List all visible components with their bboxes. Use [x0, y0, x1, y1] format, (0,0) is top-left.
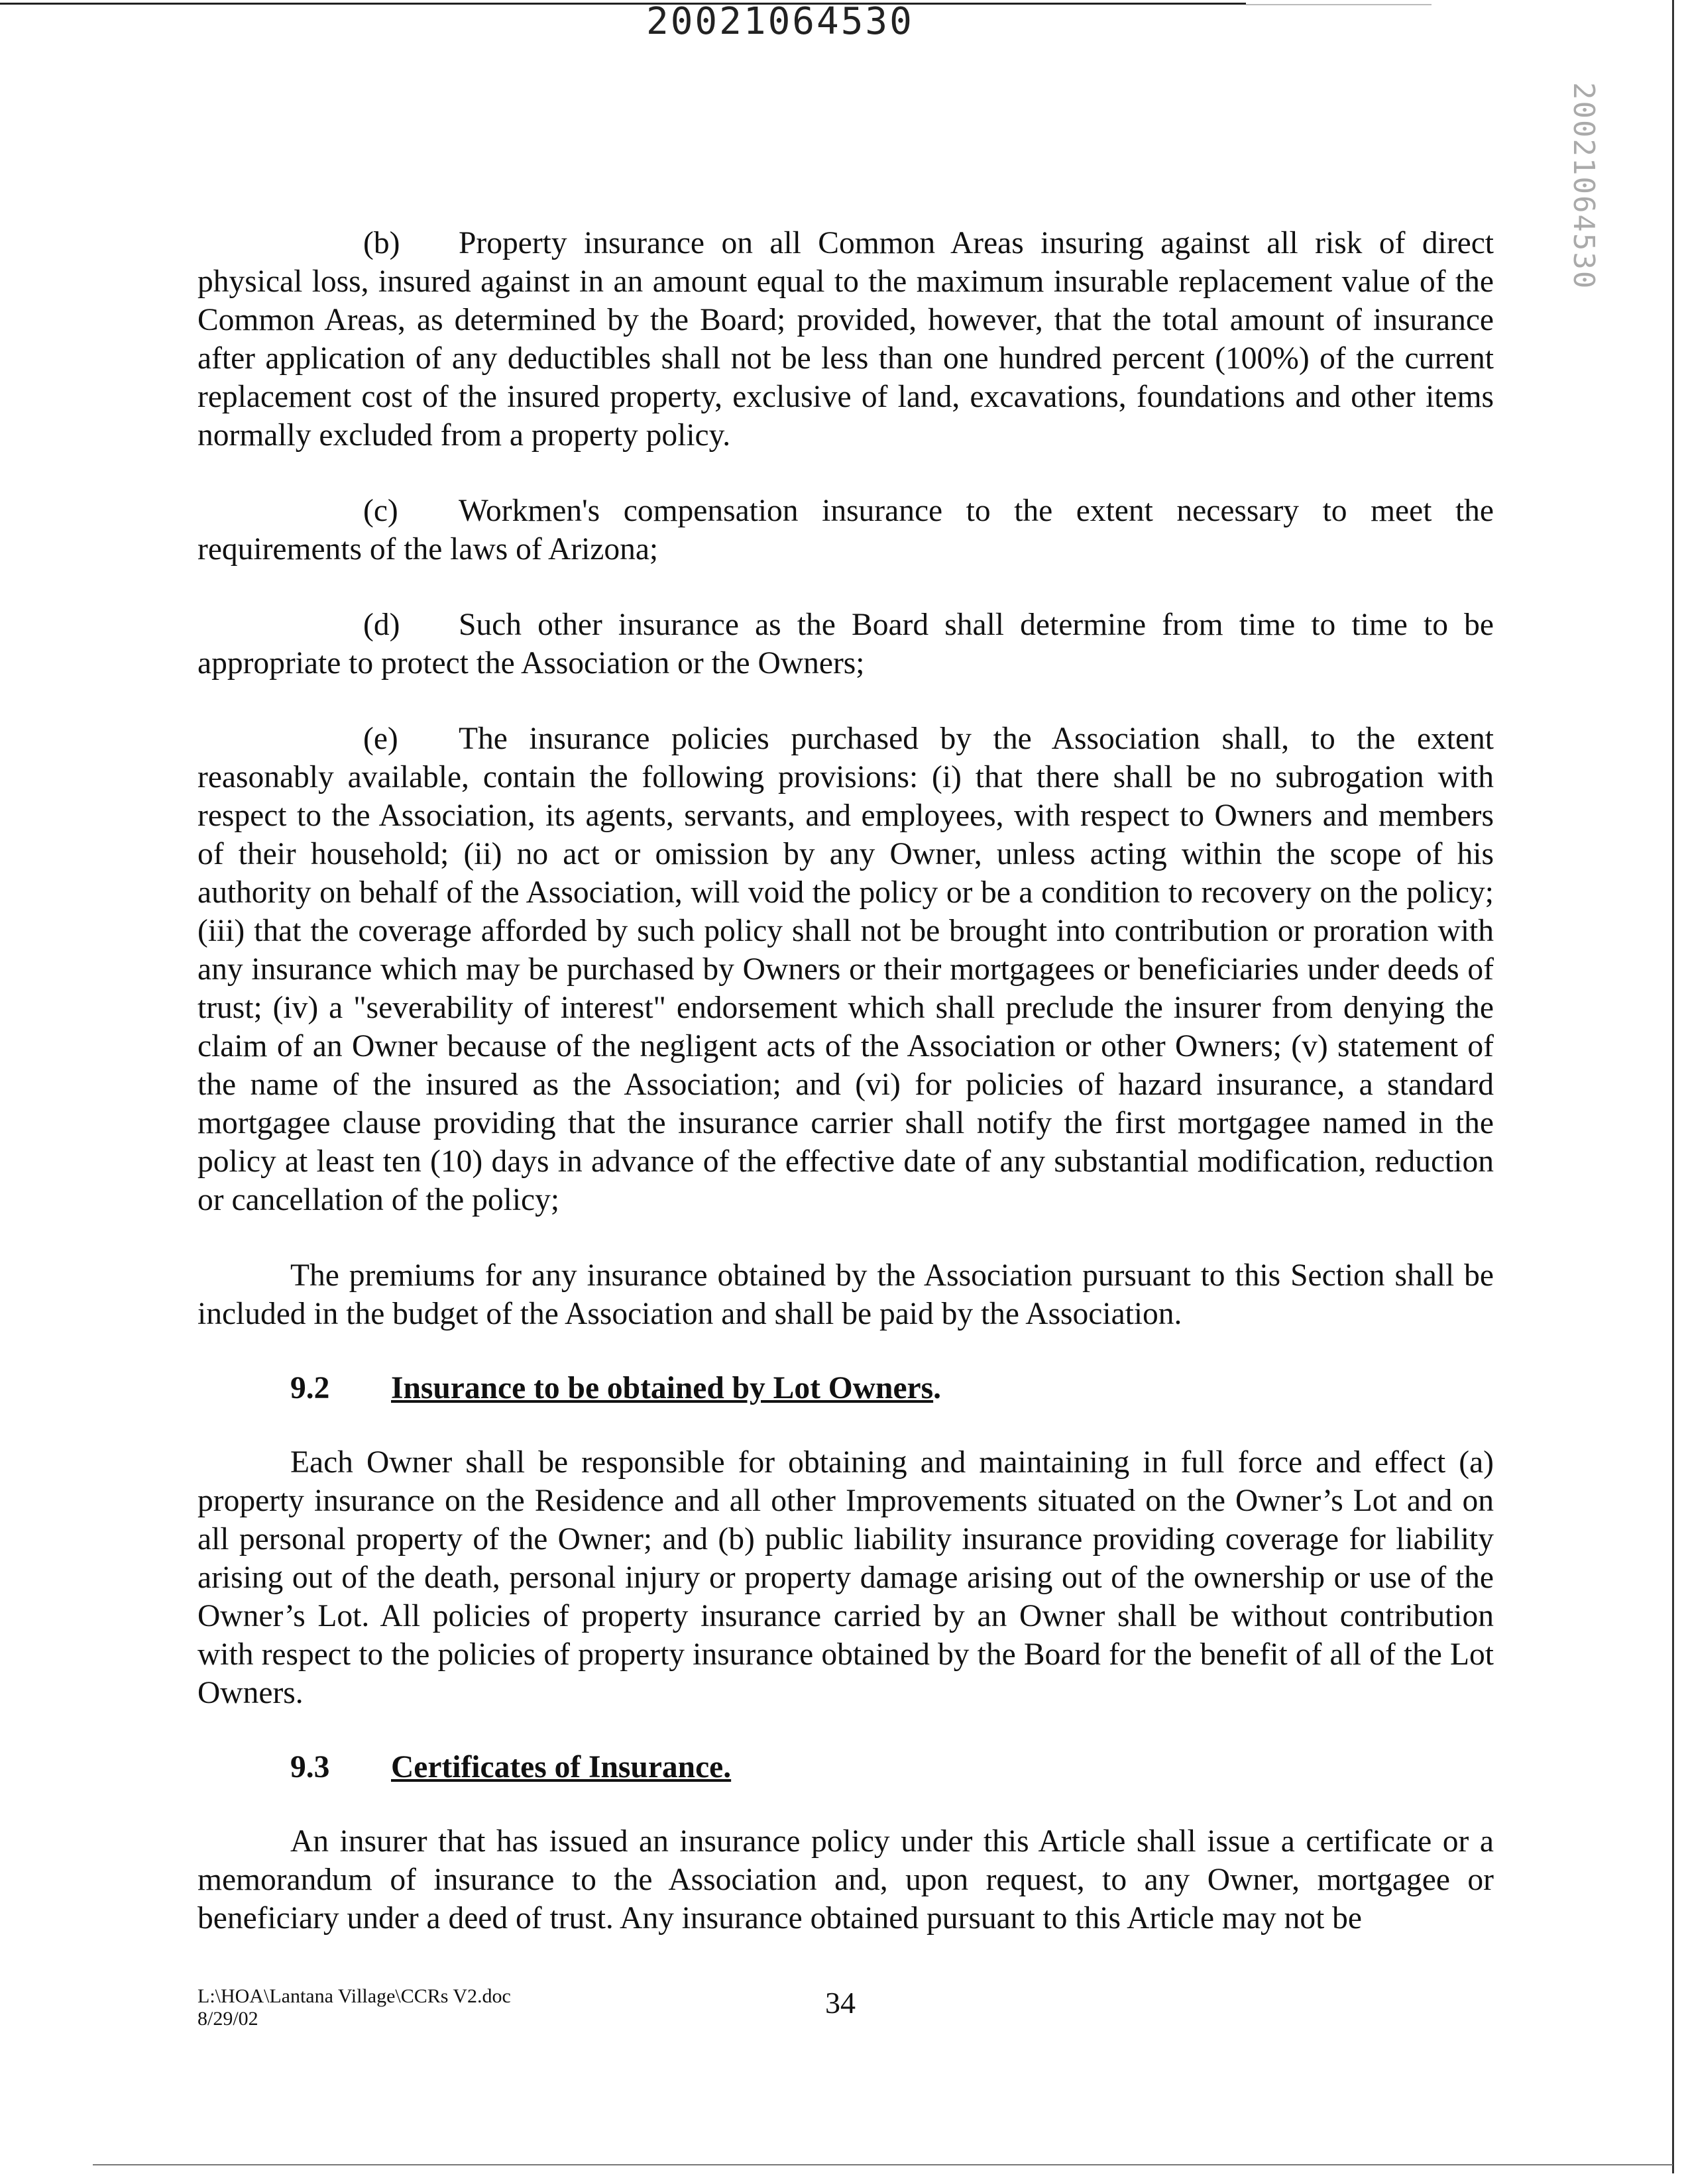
section-title: Certificates of Insurance.	[391, 1750, 732, 1784]
section-heading-9-3	[197, 1748, 1494, 1786]
top-rule-faint	[1246, 4, 1432, 5]
top-rule	[0, 3, 1246, 5]
paragraph-b	[197, 224, 1494, 455]
item-text-c: Workmen's compensation insurance to the extent necessary to meet the requirements of the laws of Arizona;	[197, 494, 1494, 567]
item-text-d: Such other insurance as the Board shall determine from time to time to be appropriate to protect the Association or the Owners;	[197, 608, 1494, 681]
premiums-paragraph: The premiums for any insurance obtained by the Association pursuant to this Section shall be included in the budget of the Association and shall be paid by the Association.	[197, 1258, 1494, 1331]
paragraph-e	[197, 720, 1494, 1219]
section-heading-9-2: 9.2 Insurance to be obtained by Lot Owners.	[197, 1369, 1494, 1407]
item-label-e: (e)	[363, 722, 398, 756]
side-recording-stamp	[1567, 82, 1627, 301]
item-text-b: Property insurance on all Common Areas insuring against all risk of direct physical loss, insured against in an amount equal to the maximum insurable replacement value of the Common Areas, as determined by the Board; provided, however, that the total amount of insurance after application of any deductibles shall not be less than one hundred percent (100%) of the current replacement cost of the insured property, exclusive of land, excavations, foundations and other items normally excluded from a property policy.	[197, 226, 1494, 453]
section-number: 9.2	[290, 1371, 330, 1405]
recording-number: 20021064530	[646, 0, 914, 43]
item-text-e: The insurance policies purchased by the Association shall, to the extent reasonably available, contain the following provisions: (i) that there shall be no subrogation with respect to the Association, its agents, servants, and employees, with respect to Owners and members of their household; (ii) no act or omission by any Owner, unless acting within the scope of his authority on behalf of the Association, will void the policy or be a condition to recovery on the policy; (iii) that the coverage afforded by such policy shall not be brought into contribution or proration with any insurance which may be purchased by Owners or their mortgagees or beneficiaries under deeds of trust; (iv) a "severability of interest" endorsement which shall preclude the insurer from denying the claim of an Owner because of the negligent acts of the Association or other Owners; (v) statement of the name of the insured as the Association; and (vi) for policies of hazard insurance, a standard mortgagee clause providing that the insurance carrier shall notify the first mortgagee named in the policy at least ten (10) days in advance of the effective date of any substantial modification, reduction or cancellation of the policy;	[197, 722, 1494, 1217]
section-9-3-paragraph: An insurer that has issued an insurance policy under this Article shall issue a certificate or a memorandum of insurance to the Association and, upon request, to any Owner, mortgagee or beneficiary under a deed of trust. Any insurance obtained pursuant to this Article may not be	[197, 1824, 1494, 1936]
side-stamp-text: 20021064530	[1567, 82, 1601, 290]
section-title: Insurance to be obtained by Lot Owners	[391, 1371, 934, 1405]
paragraph-d	[197, 606, 1494, 682]
footer-date: 8/29/02	[197, 2008, 258, 2030]
item-label-c: (c)	[363, 494, 398, 528]
footer-file-info	[197, 1985, 511, 2030]
right-border	[1672, 0, 1674, 2173]
section-number: 9.3	[290, 1750, 330, 1784]
section-9-2-paragraph: Each Owner shall be responsible for obtaining and maintaining in full force and effect (a) property insurance on the Residence and all other Improvements situated on the Owner’s Lot and on all personal property of the Owner; and (b) public liability insurance providing coverage for liability arising out of the death, personal injury or property damage arising out of the ownership or use of the Owner’s Lot. All policies of property insurance carried by an Owner shall be without contribution with respect to the policies of property insurance obtained by the Board for the benefit of all of the Lot Owners.	[197, 1445, 1494, 1710]
bottom-rule	[93, 2164, 1673, 2165]
item-label-d: (d)	[363, 608, 400, 642]
paragraph-c	[197, 492, 1494, 569]
item-label-b: (b)	[363, 226, 400, 260]
footer-file-path: L:\HOA\Lantana Village\CCRs V2.doc	[197, 1985, 511, 2007]
page-body	[197, 224, 1494, 1938]
page-number: 34	[825, 1986, 856, 2020]
